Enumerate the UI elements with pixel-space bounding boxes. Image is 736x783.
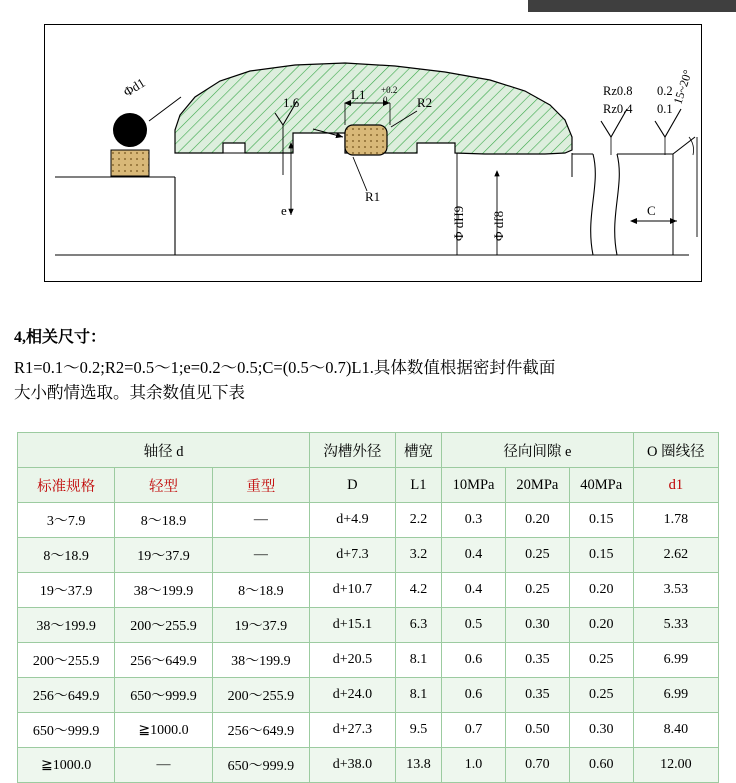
table-cell-r7-c1: — [115, 748, 212, 783]
table-cell-r6-c5: 0.7 [442, 713, 506, 748]
svg-text:Φd1: Φd1 [120, 74, 148, 100]
table-sub-header-1: 轻型 [115, 468, 212, 503]
svg-text:Φ dH9: Φ dH9 [451, 205, 466, 241]
table-cell-r6-c4: 9.5 [395, 713, 441, 748]
table-cell-r4-c3: d+20.5 [310, 643, 396, 678]
table-group-header-1: 沟槽外径 [310, 433, 396, 468]
table-cell-r4-c0: 200～255.9 [18, 643, 115, 678]
table-row [18, 608, 719, 643]
table-cell-r1-c3: d+7.3 [310, 538, 396, 573]
table-cell-r2-c7: 0.20 [569, 573, 633, 608]
table-cell-r7-c4: 13.8 [395, 748, 441, 783]
section-line-1: R1=0.1～0.2;R2=0.5～1;e=0.2～0.5;C=(0.5～0.7)L1.具体数值根据密封件截面 [14, 357, 556, 377]
table-cell-r0-c1: 8～18.9 [115, 503, 212, 538]
table-cell-r5-c2: 200～255.9 [212, 678, 309, 713]
svg-text:1.6: 1.6 [283, 95, 300, 110]
table-sub-header-3: D [310, 468, 396, 503]
table-cell-r3-c2: 19～37.9 [212, 608, 309, 643]
table-row [18, 713, 719, 748]
table-cell-r4-c7: 0.25 [569, 643, 633, 678]
top-bar [528, 0, 736, 12]
seal-groove-diagram [44, 24, 702, 282]
table-cell-r5-c1: 650～999.9 [115, 678, 212, 713]
table-row [18, 748, 719, 783]
table-cell-r1-c8: 2.62 [633, 538, 718, 573]
svg-text:+0.2: +0.2 [381, 85, 398, 95]
table-cell-r4-c4: 8.1 [395, 643, 441, 678]
table-cell-r2-c1: 38～199.9 [115, 573, 212, 608]
table-row [18, 678, 719, 713]
table-sub-header-6: 20MPa [505, 468, 569, 503]
table-cell-r0-c6: 0.20 [505, 503, 569, 538]
table-cell-r3-c8: 5.33 [633, 608, 718, 643]
table-cell-r7-c2: 650～999.9 [212, 748, 309, 783]
table-cell-r2-c8: 3.53 [633, 573, 718, 608]
table-cell-r7-c8: 12.00 [633, 748, 718, 783]
table-head [18, 433, 719, 503]
table-cell-r0-c5: 0.3 [442, 503, 506, 538]
table-cell-r5-c4: 8.1 [395, 678, 441, 713]
svg-text:e: e [281, 203, 287, 218]
table-cell-r3-c6: 0.30 [505, 608, 569, 643]
table-cell-r3-c4: 6.3 [395, 608, 441, 643]
table-cell-r0-c0: 3～7.9 [18, 503, 115, 538]
table-sub-header-7: 40MPa [569, 468, 633, 503]
table-cell-r0-c4: 2.2 [395, 503, 441, 538]
table-cell-r6-c3: d+27.3 [310, 713, 396, 748]
svg-text:C: C [647, 203, 656, 218]
table-cell-r1-c6: 0.25 [505, 538, 569, 573]
table-cell-r2-c3: d+10.7 [310, 573, 396, 608]
table-cell-r5-c3: d+24.0 [310, 678, 396, 713]
table-cell-r0-c8: 1.78 [633, 503, 718, 538]
table-cell-r6-c1: ≧1000.0 [115, 713, 212, 748]
table-cell-r2-c0: 19～37.9 [18, 573, 115, 608]
svg-text:R1: R1 [365, 189, 381, 204]
table-cell-r1-c7: 0.15 [569, 538, 633, 573]
table-cell-r7-c7: 0.60 [569, 748, 633, 783]
table-cell-r7-c0: ≧1000.0 [18, 748, 115, 783]
table-cell-r5-c7: 0.25 [569, 678, 633, 713]
svg-text:0.1: 0.1 [657, 102, 673, 116]
table-cell-r5-c5: 0.6 [442, 678, 506, 713]
table-cell-r4-c2: 38～199.9 [212, 643, 309, 678]
table-cell-r7-c6: 0.70 [505, 748, 569, 783]
table-group-header-2: 槽宽 [395, 433, 441, 468]
table-sub-header-2: 重型 [212, 468, 309, 503]
table-cell-r5-c8: 6.99 [633, 678, 718, 713]
table-body [18, 503, 719, 783]
table-cell-r1-c5: 0.4 [442, 538, 506, 573]
table-cell-r5-c6: 0.35 [505, 678, 569, 713]
table-cell-r2-c5: 0.4 [442, 573, 506, 608]
table-cell-r5-c0: 256～649.9 [18, 678, 115, 713]
table-cell-r4-c8: 6.99 [633, 643, 718, 678]
table-cell-r3-c3: d+15.1 [310, 608, 396, 643]
table-cell-r7-c3: d+38.0 [310, 748, 396, 783]
table-cell-r2-c4: 4.2 [395, 573, 441, 608]
table-cell-r6-c2: 256～649.9 [212, 713, 309, 748]
table-cell-r4-c5: 0.6 [442, 643, 506, 678]
svg-text:R2: R2 [417, 95, 433, 110]
table-group-header-0: 轴径 d [18, 433, 310, 468]
table-cell-r1-c2: — [212, 538, 309, 573]
table-cell-r3-c7: 0.20 [569, 608, 633, 643]
table-cell-r1-c0: 8～18.9 [18, 538, 115, 573]
svg-text:0.2: 0.2 [657, 84, 673, 98]
table-cell-r1-c1: 19～37.9 [115, 538, 212, 573]
svg-text:15~20°: 15~20° [670, 68, 695, 106]
table-cell-r2-c2: 8～18.9 [212, 573, 309, 608]
section-line-2: 大小酌情选取。其余数值见下表 [14, 383, 245, 403]
table-cell-r3-c5: 0.5 [442, 608, 506, 643]
table-cell-r7-c5: 1.0 [442, 748, 506, 783]
table-cell-r3-c1: 200～255.9 [115, 608, 212, 643]
table-cell-r0-c2: — [212, 503, 309, 538]
svg-text:L1: L1 [351, 87, 366, 102]
svg-text:Rz0.4: Rz0.4 [603, 102, 633, 116]
table-cell-r4-c1: 256～649.9 [115, 643, 212, 678]
table-sub-header-8: d1 [633, 468, 718, 503]
table-group-header-3: 径向间隙 e [442, 433, 634, 468]
table-sub-header-row [18, 468, 719, 503]
related-dimensions-section [14, 326, 726, 406]
svg-text:Rz0.8: Rz0.8 [603, 84, 633, 98]
table-group-header-4: O 圈线径 [633, 433, 718, 468]
table-cell-r6-c0: 650～999.9 [18, 713, 115, 748]
table-cell-r1-c4: 3.2 [395, 538, 441, 573]
dimensions-table [17, 432, 719, 783]
table-cell-r4-c6: 0.35 [505, 643, 569, 678]
svg-text:Φ df8: Φ df8 [491, 210, 506, 241]
table-row [18, 573, 719, 608]
table-sub-header-4: L1 [395, 468, 441, 503]
table-row [18, 538, 719, 573]
section-heading: 4,相关尺寸： [14, 329, 107, 346]
table-row [18, 643, 719, 678]
table-row [18, 503, 719, 538]
svg-text:0: 0 [383, 95, 388, 105]
table-sub-header-5: 10MPa [442, 468, 506, 503]
table-cell-r2-c6: 0.25 [505, 573, 569, 608]
table-cell-r6-c8: 8.40 [633, 713, 718, 748]
table-group-header-row [18, 433, 719, 468]
dimensions-table-wrapper [17, 432, 719, 783]
table-cell-r6-c7: 0.30 [569, 713, 633, 748]
table-cell-r6-c6: 0.50 [505, 713, 569, 748]
table-cell-r0-c7: 0.15 [569, 503, 633, 538]
table-cell-r3-c0: 38～199.9 [18, 608, 115, 643]
table-cell-r0-c3: d+4.9 [310, 503, 396, 538]
table-sub-header-0: 标准规格 [18, 468, 115, 503]
